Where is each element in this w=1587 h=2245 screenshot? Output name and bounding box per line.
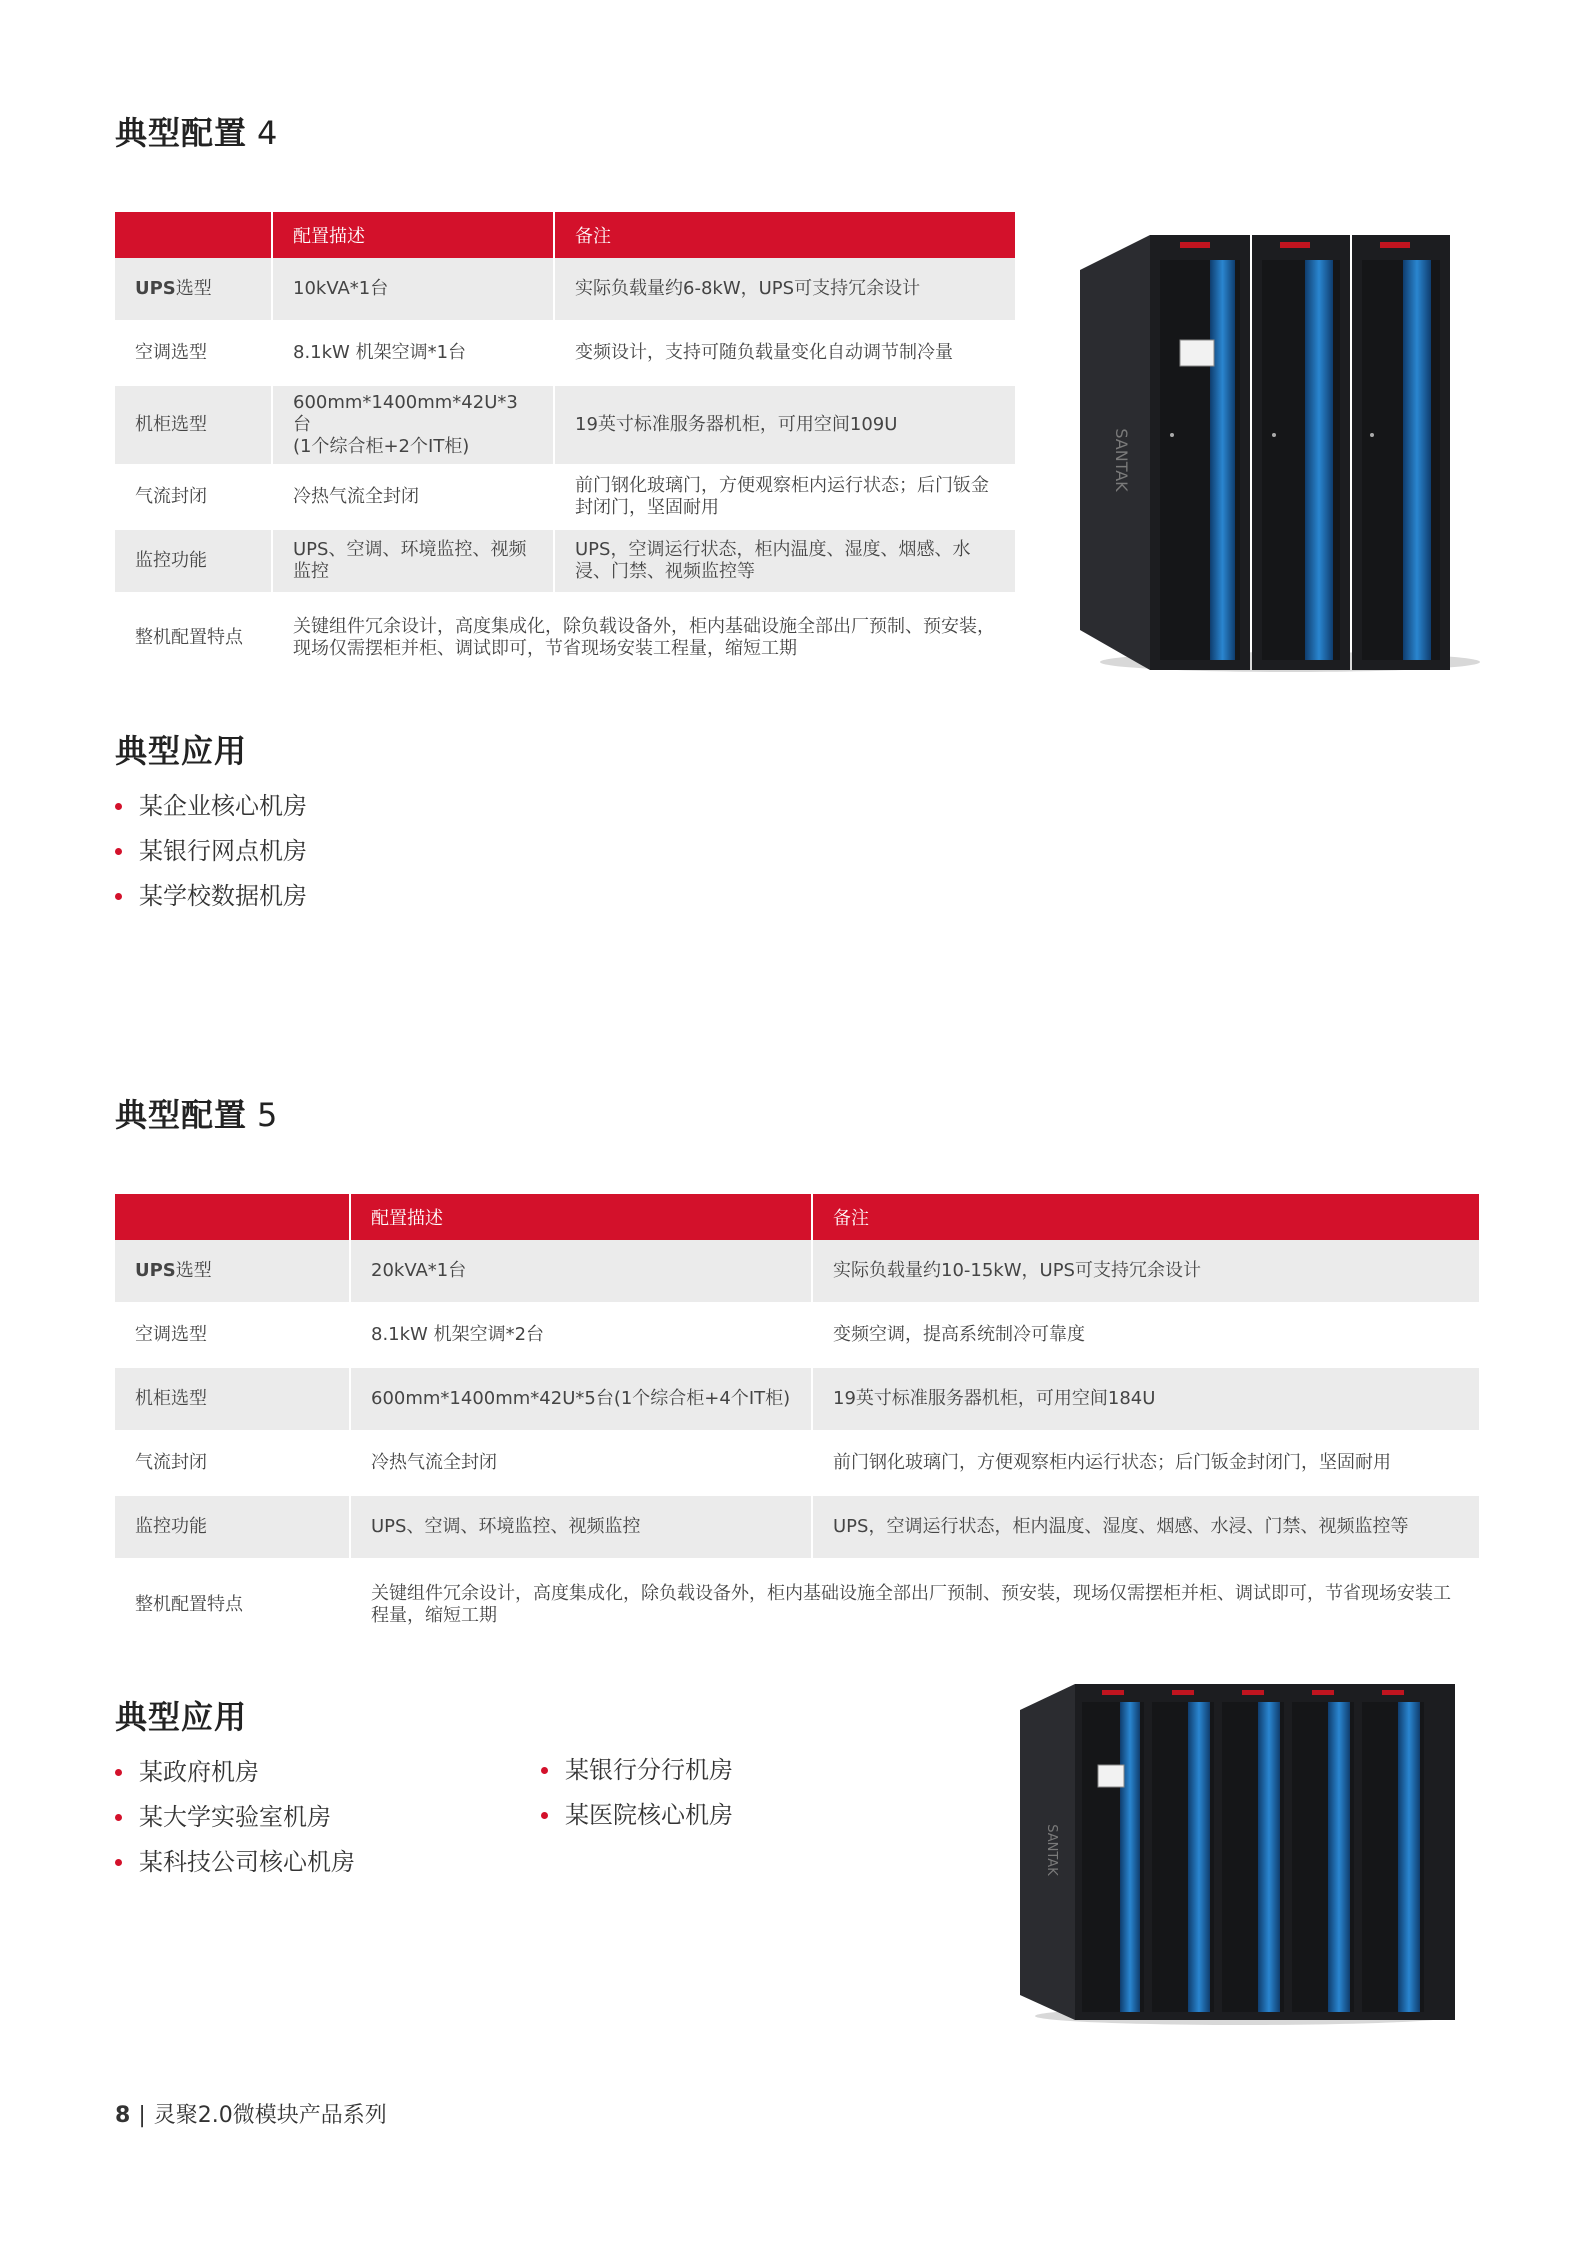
- row-label: 整机配置特点: [115, 594, 273, 684]
- table-row: [115, 322, 1015, 386]
- section-5-apps-list-left: [115, 1750, 355, 1885]
- row-label: UPS选型: [115, 1240, 351, 1304]
- row-label: 监控功能: [115, 530, 273, 594]
- bullet-icon: [115, 1814, 122, 1821]
- row-label: 气流封闭: [115, 466, 273, 530]
- page-footer: [115, 2098, 387, 2129]
- row-label: 空调选型: [115, 322, 273, 386]
- section-4-apps-title: 典型应用: [115, 732, 248, 770]
- table-row: [115, 1304, 1479, 1368]
- list-item: 某企业核心机房: [115, 784, 307, 829]
- page-number: 8: [115, 2103, 131, 2128]
- row-desc: 冷热气流全封闭: [351, 1432, 813, 1496]
- micro-module-cabinet-image-5: [1020, 1680, 1460, 2030]
- row-desc: UPS、空调、环境监控、视频监控: [273, 530, 555, 594]
- section-4-number: 4: [257, 114, 279, 152]
- header-cell-desc: 配置描述: [351, 1194, 813, 1240]
- bullet-icon: [115, 893, 122, 900]
- product-series-name: 灵聚2.0微模块产品系列: [153, 2103, 387, 2128]
- row-note: 实际负载量约6-8kW，UPS可支持冗余设计: [555, 258, 1015, 322]
- section-5-title: 典型配置 5: [115, 1096, 279, 1134]
- row-label: 气流封闭: [115, 1432, 351, 1496]
- bullet-icon: [115, 1859, 122, 1866]
- row-desc: 600mm*1400mm*42U*5台(1个综合柜+4个IT柜): [351, 1368, 813, 1432]
- section-5-apps-list-right: [541, 1748, 733, 1838]
- header-cell-blank: [115, 212, 273, 258]
- list-item: 某医院核心机房: [541, 1793, 733, 1838]
- table-row: [115, 1240, 1479, 1304]
- row-desc: 10kVA*1台: [273, 258, 555, 322]
- bullet-icon: [115, 1769, 122, 1776]
- row-desc: 8.1kW 机架空调*2台: [351, 1304, 813, 1368]
- row-label: 机柜选型: [115, 1368, 351, 1432]
- row-note: 前门钢化玻璃门，方便观察柜内运行状态；后门钣金封闭门，坚固耐用: [555, 466, 1015, 530]
- row-desc: 8.1kW 机架空调*1台: [273, 322, 555, 386]
- config-table-4: [115, 212, 1015, 684]
- header-cell-desc: 配置描述: [273, 212, 555, 258]
- row-desc: 冷热气流全封闭: [273, 466, 555, 530]
- list-item: 某政府机房: [115, 1750, 355, 1795]
- row-label: 空调选型: [115, 1304, 351, 1368]
- header-cell-blank: [115, 1194, 351, 1240]
- row-note: 19英寸标准服务器机柜，可用空间109U: [555, 386, 1015, 466]
- table-row: [115, 258, 1015, 322]
- side-brand-text: SANTAK: [1112, 428, 1131, 492]
- row-feature-text: 关键组件冗余设计，高度集成化，除负载设备外，柜内基础设施全部出厂预制、预安装，现场仅需摆柜并柜、调试即可，节省现场安装工程量，缩短工期: [273, 594, 1015, 684]
- row-label: 机柜选型: [115, 386, 273, 466]
- section-4-apps-list: [115, 784, 307, 919]
- table-row: [115, 1496, 1479, 1560]
- table-row: [115, 466, 1015, 530]
- row-note: 变频设计，支持可随负载量变化自动调节制冷量: [555, 322, 1015, 386]
- bullet-icon: [115, 848, 122, 855]
- list-item: 某大学实验室机房: [115, 1795, 355, 1840]
- row-note: UPS，空调运行状态，柜内温度、湿度、烟感、水浸、门禁、视频监控等: [555, 530, 1015, 594]
- table-row: [115, 1368, 1479, 1432]
- table-row: [115, 1560, 1479, 1652]
- bullet-icon: [115, 803, 122, 810]
- table-row: [115, 594, 1015, 684]
- row-desc: 20kVA*1台: [351, 1240, 813, 1304]
- row-note: 19英寸标准服务器机柜，可用空间184U: [813, 1368, 1479, 1432]
- header-cell-note: 备注: [813, 1194, 1479, 1240]
- list-item: 某银行网点机房: [115, 829, 307, 874]
- bullet-icon: [541, 1767, 548, 1774]
- table-header-row: [115, 1194, 1479, 1240]
- row-label: 监控功能: [115, 1496, 351, 1560]
- table-row: [115, 530, 1015, 594]
- list-item: 某学校数据机房: [115, 874, 307, 919]
- row-desc: UPS、空调、环境监控、视频监控: [351, 1496, 813, 1560]
- side-brand-text: SANTAK: [1044, 1824, 1059, 1876]
- micro-module-cabinet-image-3: [1080, 230, 1480, 680]
- section-4-title: 典型配置 4: [115, 114, 279, 152]
- row-note: UPS，空调运行状态，柜内温度、湿度、烟感、水浸、门禁、视频监控等: [813, 1496, 1479, 1560]
- config-table-5: [115, 1194, 1479, 1652]
- section-5-number: 5: [257, 1096, 279, 1134]
- bullet-icon: [541, 1812, 548, 1819]
- table-row: [115, 1432, 1479, 1496]
- row-desc: 600mm*1400mm*42U*3台 (1个综合柜+2个IT柜): [273, 386, 555, 466]
- row-note: 变频空调，提高系统制冷可靠度: [813, 1304, 1479, 1368]
- row-feature-text: 关键组件冗余设计，高度集成化，除负载设备外，柜内基础设施全部出厂预制、预安装，现场仅需摆柜并柜、调试即可，节省现场安装工程量，缩短工期: [351, 1560, 1479, 1652]
- list-item: 某科技公司核心机房: [115, 1840, 355, 1885]
- control-screen-icon: [1180, 340, 1214, 366]
- list-item: 某银行分行机房: [541, 1748, 733, 1793]
- row-note: 实际负载量约10-15kW，UPS可支持冗余设计: [813, 1240, 1479, 1304]
- footer-separator: |: [138, 2103, 146, 2128]
- header-cell-note: 备注: [555, 212, 1015, 258]
- control-screen-icon: [1098, 1765, 1124, 1787]
- row-note: 前门钢化玻璃门，方便观察柜内运行状态；后门钣金封闭门，坚固耐用: [813, 1432, 1479, 1496]
- table-row: [115, 386, 1015, 466]
- table-header-row: [115, 212, 1015, 258]
- row-label: 整机配置特点: [115, 1560, 351, 1652]
- row-label: UPS选型: [115, 258, 273, 322]
- section-5-apps-title: 典型应用: [115, 1698, 248, 1736]
